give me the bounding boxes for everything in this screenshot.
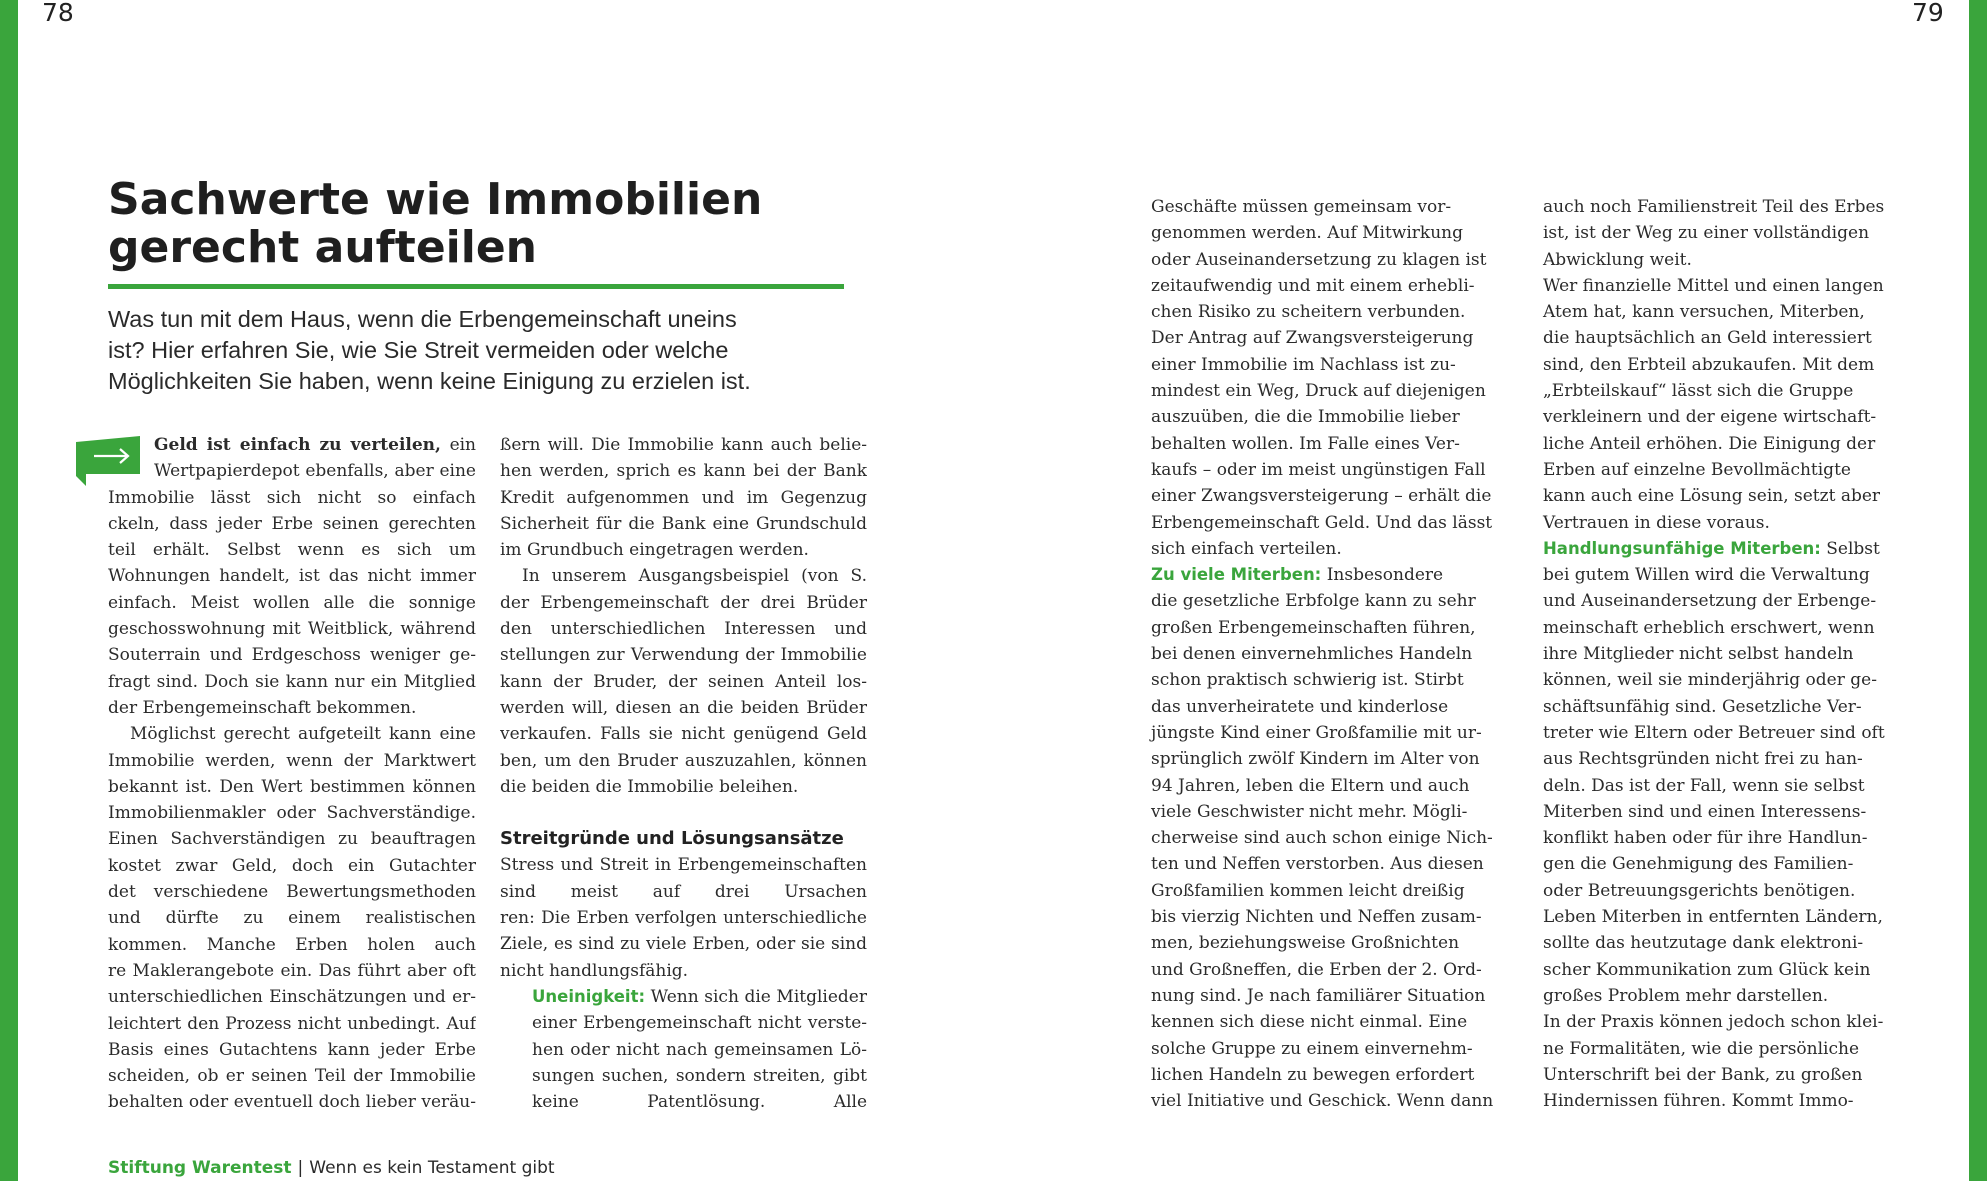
text-line: kennen sich diese nicht einmal. Eine [1151, 1012, 1468, 1033]
text-line: Leben Miterben in entfernten Ländern, [1543, 907, 1883, 928]
text-line: ren: Die Erben verfolgen unterschiedliche [500, 908, 867, 929]
text-line: viele Geschwister nicht mehr. Mögli- [1151, 801, 1468, 822]
text-line: den unterschiedlichen Interessen und [500, 619, 867, 640]
text-line: Vertrauen in diese voraus. [1543, 512, 1770, 533]
footer-book-title: Wenn es kein Testament gibt [309, 1158, 555, 1178]
paragraph-gap [500, 800, 867, 826]
text-line: oder Betreuungsgerichts benötigen. [1543, 880, 1856, 901]
text-line: sind meist auf drei Ursachen [500, 881, 867, 902]
text-line: Hindernissen führen. Kommt Immo- [1543, 1091, 1854, 1112]
text-line: sind, den Erbteil abzukaufen. Mit dem [1543, 354, 1875, 375]
text-line: oder Auseinandersetzung zu klagen ist [1151, 249, 1487, 270]
text-line: lichen Handeln zu bewegen erfordert [1151, 1064, 1475, 1085]
text-line: verkleinern und der eigene wirtschaft- [1543, 407, 1877, 428]
text-column-1 [108, 432, 476, 1116]
text-line: ne Formalitäten, wie die persönliche [1543, 1038, 1860, 1059]
left-page-edge-bar [0, 0, 18, 1181]
text-line: genommen werden. Auf Mitwirkung [1151, 223, 1464, 244]
text-line: keine Patentlösung. Alle [532, 1092, 867, 1113]
text-line: kann der Bruder, der seinen Anteil los- [500, 671, 867, 692]
text-line: Erben auf einzelne Bevollmächtigte [1543, 459, 1851, 480]
text-line: schäftsunfähig sind. Gesetzliche Ver- [1543, 696, 1862, 717]
text-line: ist, ist der Weg zu einer vollständigen [1543, 223, 1870, 244]
text-column-4 [1543, 194, 1883, 1114]
text-line: ben, um den Bruder auszuzahlen, können [500, 750, 867, 771]
text-line: men, beziehungsweise Großnichten [1151, 933, 1460, 954]
text-line: Immobilie lässt sich nicht so einfach [108, 487, 476, 508]
text-line: det verschiedene Bewertungsmethoden [108, 882, 476, 903]
text-line: Atem hat, kann versuchen, Miterben, [1543, 302, 1865, 323]
text-line: mindest ein Weg, Druck auf diejenigen [1151, 381, 1486, 402]
text-line: stellungen zur Verwendung der Immobilie [500, 645, 867, 666]
text-line: Unterschrift bei der Bank, zu großen [1543, 1064, 1863, 1085]
page-number-right: 79 [1912, 0, 1944, 27]
intro-paragraph [108, 304, 848, 397]
text-line: bei denen einvernehmliches Handeln [1151, 644, 1473, 665]
text-line: Großfamilien kommen leicht dreißig [1151, 880, 1465, 901]
text-line: Zu viele Miterben: Insbesondere [1151, 565, 1444, 586]
text-line: unterschiedlichen Einschätzungen und er- [108, 987, 476, 1008]
text-line: bekannt ist. Den Wert bestimmen können [108, 776, 476, 797]
text-line: sollte das heutzutage dank elektroni- [1543, 933, 1864, 954]
lead-phrase: Geld ist einfach zu verteilen, [154, 435, 441, 455]
text-line: auch noch Familienstreit Teil des Erbes [1543, 197, 1885, 217]
text-column-3 [1151, 194, 1494, 1114]
text-line: scher Kommunikation zum Glück kein [1543, 959, 1871, 980]
text-line: einer Erbengemeinschaft nicht verste- [532, 1013, 867, 1034]
text-line: einer Immobilie im Nachlass ist zu- [1151, 354, 1456, 375]
text-line: großes Problem mehr darstellen. [1543, 985, 1829, 1006]
text-line: im Grundbuch eingetragen werden. [500, 540, 809, 561]
chapter-title [108, 176, 762, 272]
text-line: können, weil sie minderjährig oder ge- [1543, 670, 1877, 691]
text-line: 94 Jahren, leben die Eltern und auch [1151, 775, 1470, 796]
text-line: meinschaft erheblich erschwert, wenn [1543, 617, 1875, 638]
text-line: liche Anteil erhöhen. Die Einigung der [1543, 433, 1876, 454]
text-line: bis vierzig Nichten und Neffen zusam- [1151, 907, 1482, 928]
text-line: Kredit aufgenommen und im Gegenzug [500, 487, 867, 508]
text-line: bei gutem Willen wird die Verwaltung [1543, 565, 1870, 586]
text-line: und Auseinandersetzung der Erbenge- [1543, 591, 1877, 612]
text-line: Sicherheit für die Bank eine Grundschuld [500, 513, 867, 534]
text-line: nicht handlungsfähig. [500, 960, 689, 981]
text-line: geschosswohnung mit Weitblick, während [108, 619, 476, 640]
text-line: die gesetzliche Erbfolge kann zu sehr [1151, 591, 1476, 612]
footer-separator: | [297, 1158, 304, 1178]
footer-brand: Stiftung Warentest [108, 1158, 292, 1178]
text-line: chen Risiko zu scheitern verbunden. [1151, 302, 1466, 323]
text-line: behalten wollen. Im Falle eines Ver- [1151, 433, 1460, 454]
text-line: ihre Mitglieder nicht selbst handeln [1543, 644, 1854, 665]
text-line: Der Antrag auf Zwangsversteigerung [1151, 328, 1474, 349]
text-column-2 [500, 432, 867, 1115]
text-line: gen die Genehmigung des Familien- [1543, 854, 1854, 875]
text-line: schon praktisch schwierig ist. Stirbt [1151, 670, 1464, 691]
text-line: sungen suchen, sondern streiten, gibt [532, 1065, 867, 1086]
chapter-title-line: gerecht aufteilen [108, 222, 537, 273]
text-line: „Erbteilskauf“ lässt sich die Gruppe [1543, 381, 1854, 402]
text-line: aus Rechtsgründen nicht frei zu han- [1543, 749, 1863, 770]
text-line: und dürfte zu einem realistischen [108, 908, 476, 929]
text-line: Möglichst gerecht aufgeteilt kann eine [130, 724, 476, 745]
text-line: solche Gruppe zu einem einvernehm- [1151, 1038, 1473, 1059]
chapter-title-line: Sachwerte wie Immobilien [108, 174, 763, 225]
text-line: hen oder nicht nach gemeinsamen Lö- [532, 1039, 867, 1060]
text-line: großen Erbengemeinschaften führen, [1151, 617, 1476, 638]
text-line: nung sind. Je nach familiärer Situation [1151, 985, 1486, 1006]
text-line: verkaufen. Falls sie nicht genügend Geld [500, 724, 867, 745]
text-line: Immobilienmakler oder Sachverständige. [108, 803, 476, 824]
text-line: behalten oder eventuell doch lieber veräu- [108, 1092, 476, 1113]
text-line: Einen Sachverständigen zu beauftragen [108, 829, 476, 850]
text-line: treter wie Eltern oder Betreuer sind oft [1543, 722, 1885, 743]
text-line: Geld ist einfach zu verteilen, ein [154, 435, 476, 455]
text-line: werden will, diesen an die beiden Brüder [500, 697, 867, 718]
text-line: das unverheiratete und kinderlose [1151, 696, 1449, 717]
text-line: die beiden die Immobilie beleihen. [500, 776, 799, 797]
text-line: hen werden, sprich es kann bei der Bank [500, 461, 867, 482]
text-line: In unserem Ausgangsbeispiel (von S. [522, 566, 867, 587]
text-line: Basis eines Gutachtens kann jeder Erbe [108, 1039, 476, 1060]
text-line: ßern will. Die Immobilie kann auch belie- [500, 435, 867, 455]
text-line: deln. Das ist der Fall, wenn sie selbst [1543, 775, 1865, 796]
text-line: scheiden, ob er seinen Teil der Immobilie [108, 1066, 476, 1087]
page-number-left: 78 [42, 0, 74, 27]
text-line: Wohnungen handelt, ist das nicht immer [108, 566, 476, 587]
text-line: Erbengemeinschaft Geld. Und das lässt [1151, 512, 1493, 533]
text-line: cherweise sind auch schon einige Nich- [1151, 828, 1493, 849]
running-footer [108, 1158, 555, 1178]
text-line: sich einfach verteilen. [1151, 538, 1342, 559]
subheading: Streitgründe und Lösungsansätze [500, 828, 844, 850]
text-line: kommen. Manche Erben holen auch [108, 934, 476, 955]
text-line: fragt sind. Doch sie kann nur ein Mitglied [108, 671, 476, 692]
text-line: Souterrain und Erdgeschoss weniger ge- [108, 645, 476, 666]
text-line: Abwicklung weit. [1543, 249, 1692, 270]
text-line: kostet zwar Geld, doch ein Gutachter [108, 855, 476, 876]
text-line: der Erbengemeinschaft der drei Brüder [500, 592, 867, 613]
text-line: auszuüben, die die Immobilie lieber [1151, 407, 1460, 428]
term-label: Handlungsunfähige Miterben: [1543, 538, 1821, 558]
text-line: viel Initiative und Geschick. Wenn dann [1151, 1091, 1494, 1112]
text-line: Geschäfte müssen gemeinsam vor- [1151, 197, 1452, 217]
text-line: jüngste Kind einer Großfamilie mit ur- [1151, 722, 1482, 743]
intro-line: Möglichkeiten Sie haben, wenn keine Einigung zu erzielen ist. [108, 368, 751, 394]
term-label: Zu viele Miterben: [1151, 565, 1322, 585]
text-line: Handlungsunfähige Miterben: Selbst [1543, 538, 1880, 559]
text-line: re Maklerangebote ein. Das führt aber oft [108, 960, 476, 981]
text-line: Uneinigkeit: Wenn sich die Mitglieder [532, 986, 867, 1007]
text-line: kann auch eine Lösung sein, setzt aber [1543, 486, 1881, 507]
text-line: Miterben sind und einen Interessens- [1543, 801, 1867, 822]
text-line: zeitaufwendig und mit einem erhebli- [1151, 275, 1475, 296]
intro-line: Was tun mit dem Haus, wenn die Erbengemeinschaft uneins [108, 306, 737, 332]
text-line: die hauptsächlich an Geld interessiert [1543, 328, 1872, 349]
text-line: Ziele, es sind zu viele Erben, oder sie sind [500, 934, 867, 955]
title-underline [108, 284, 844, 289]
text-line: kaufs – oder im meist ungünstigen Fall [1151, 459, 1486, 480]
text-line: der Erbengemeinschaft bekommen. [108, 697, 417, 718]
text-line: sprünglich zwölf Kindern im Alter von [1151, 749, 1480, 770]
right-page-edge-bar [1969, 0, 1987, 1181]
text-line: ten und Neffen verstorben. Aus diesen [1151, 854, 1484, 875]
text-line: teil erhält. Selbst wenn es sich um [108, 540, 476, 561]
text-line: Wer finanzielle Mittel und einen langen [1543, 275, 1884, 296]
text-line: Wertpapierdepot ebenfalls, aber eine [154, 461, 476, 482]
text-line: Stress und Streit in Erbengemeinschaften [500, 855, 867, 876]
text-line: ckeln, dass jeder Erbe seinen gerechten [108, 513, 476, 534]
text-line: konflikt haben oder für ihre Handlun- [1543, 828, 1868, 849]
text-line: Immobilie werden, wenn der Marktwert [108, 750, 476, 771]
text-line: einer Zwangsversteigerung – erhält die [1151, 486, 1492, 507]
term-label: Uneinigkeit: [532, 986, 646, 1006]
text-line: leichtert den Prozess nicht unbedingt. Auf [108, 1013, 476, 1034]
text-line: einfach. Meist wollen alle die sonnige [108, 592, 476, 613]
text-line: In der Praxis können jedoch schon klei- [1543, 1012, 1884, 1033]
intro-line: ist? Hier erfahren Sie, wie Sie Streit vermeiden oder welche [108, 337, 729, 363]
text-line: und Großneffen, die Erben der 2. Ord- [1151, 959, 1482, 980]
